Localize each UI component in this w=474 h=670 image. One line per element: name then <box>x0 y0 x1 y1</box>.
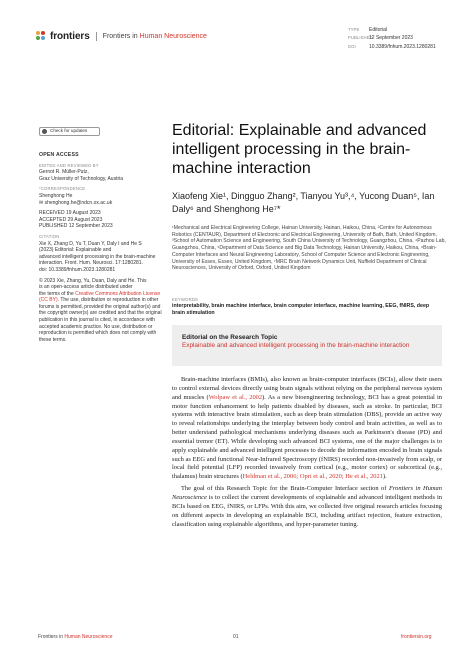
page-number: 01 <box>233 634 239 640</box>
meta-type: TYPE Editorial <box>348 27 388 33</box>
author-list: Xiaofeng Xie¹, Dingguo Zhang², Tianyou Yu³,⁴, Yucong Duan⁵, Ian Daly⁶ and Shenghong He⁷* <box>172 191 435 214</box>
correspondence-email[interactable]: ✉ shenghong.he@ndcn.ox.ac.uk <box>39 199 113 206</box>
open-access-label: OPEN ACCESS <box>39 152 79 158</box>
footer-journal: Frontiers in Human Neuroscience <box>38 634 113 640</box>
edited-block: EDITED AND REVIEWED BY Gernot R. Müller-Putz, Graz University of Technology, Austria <box>39 162 124 182</box>
research-topic-link[interactable]: Explainable and advanced intelligent processing in the brain-machine interaction <box>182 342 410 349</box>
header-divider <box>96 32 97 41</box>
article-title: Editorial: Explainable and advanced intelligent processing in the brain-machine interaction <box>172 122 427 177</box>
page-header <box>0 0 474 50</box>
affiliations: ¹Mechanical and Electrical Engineering College, Hainan University, Hainan, Haikou, China, ²Centre for Autonomous Robotics (CENTAUR), Department of Electronic and Electrical Engineering, University of Bath, Bath, United Kingdom, ³School of Automation Science and Engineering, South China University of Technology, Guangzhou, China, ⁴Pazhou Lab, Guangzhou, China, ⁵Department of Data Science and Big Data Technology, Hainan University, Haikou, China, ⁶Brain-Computer Interfaces and Neural Engineering Laboratory, School of Computer Science and Electronic Engineering, University of Essex, Essex, United Kingdom, ⁷MRC Brain Network Dynamics Unit, Nuffield Department of Clinical Neurosciences, University of Oxford, Oxford, United Kingdom <box>172 225 446 272</box>
journal-name[interactable]: Frontiers in Human Neuroscience <box>102 33 207 40</box>
brand-name: frontiers <box>50 31 90 42</box>
meta-doi: DOI 10.3389/fnhum.2023.1280281 <box>348 43 436 50</box>
paragraph-2: The goal of this Research Topic for the Brain-Computer Interface section of Frontiers in Human Neuroscience is to collect the current developments of explainable and advanced intelligent methods in BCIs based on EEG, fNIRS, or LFPs. With this aim, we collected five original research articles focusing on different aspects in developing an explainable BCI, including artifact rejection, feature extraction, classification using explainable algorithms, and hyper-parameter tuning. <box>172 485 442 528</box>
article-meta <box>348 26 436 51</box>
keywords-label: KEYWORDS <box>172 297 199 302</box>
correspondence-block: *CORRESPONDENCE Shenghong He ✉ shenghong.he@ndcn.ox.ac.uk <box>39 186 165 206</box>
keywords: interpretability, brain machine interface, brain computer interface, machine learning, EEG, fNIRS, deep brain stimulation <box>172 303 430 316</box>
article-body <box>172 376 442 532</box>
citation-link[interactable]: Wolpaw et al., 2002 <box>208 393 263 401</box>
citation-block: CITATION Xie X, Zhang D, Yu T, Duan Y, Daly I and He S (2023) Editorial: Explainable and advanced intelligent processing in the brain-machine interaction. Front. Hum. Neurosci. 17:1280281. doi: 10.3389/fnhum.2023.1280281 <box>39 233 156 273</box>
article-sidebar <box>39 127 165 347</box>
paragraph-1: Brain-machine interfaces (BMIs), also known as brain-computer interfaces (BCIs), allow their users to control external devices directly using brain signals without relying on the peripheral nervous system and muscles (Wolpaw et al., 2002). As a new bioengineering technology, BCI has a great potential in motor function enhancement to help patients disabled by diseases, such as stroke. In particular, BCI systems with interactive brain stimulation, such as deep brain stimulation (DBS), provide an active way to reveal relationships underlying the interplay between body control and brain activities, as well as to better understand pathological mechanisms underlying diseases such as Parkinson's disease (PD) and essential tremor (ET). While developing such advanced BCI systems, one of the major challenges is to apply explainable and advanced intelligent processes to decode the information encoded in brain signals such as EEG and functional Near-Infrared Spectroscopy (fNIRS) recorded non-invasively from scalp, or local field potential (LFP) recorded invasively from cortical (e.g., motor cortex) or subcortical (e.g., thalamus) brain structures (Heldman et al., 2006; Opri et al., 2020; He et al., 2021). <box>172 376 442 481</box>
frontiers-logo-icon <box>36 31 47 42</box>
footer-site-link[interactable]: frontiersin.org <box>401 634 432 640</box>
license-link[interactable]: Creative Commons Attribution License (CC BY). <box>39 290 161 304</box>
meta-published: PUBLISHED12 September 2023 <box>348 35 413 42</box>
copyright-block: © 2023 Xie, Zhang, Yu, Duan, Daly and He. This is an open-access article distributed under the terms of the Creative Commons Attribution License (CC BY). The use, distribution or reproduction in other forums is permitted, provided the original author(s) and the copyright owner(s) are credited and that the original publication in this journal is cited, in accordance with accepted academic practice. No use, distribution or reproduction is permitted which does not comply with these terms. <box>39 277 162 343</box>
citation-link[interactable]: Heldman et al., 2006; Opri et al., 2020; He et al., 2021 <box>242 473 383 481</box>
research-topic-title: Editorial on the Research Topic <box>182 334 278 341</box>
frontiers-logo[interactable] <box>36 31 207 42</box>
update-icon <box>42 129 47 134</box>
check-updates-button[interactable]: Check for updates <box>39 127 100 136</box>
research-topic-box <box>172 325 442 366</box>
dates-block: RECEIVED 19 August 2023 ACCEPTED 29 August 2023 PUBLISHED 12 September 2023 <box>39 210 113 230</box>
